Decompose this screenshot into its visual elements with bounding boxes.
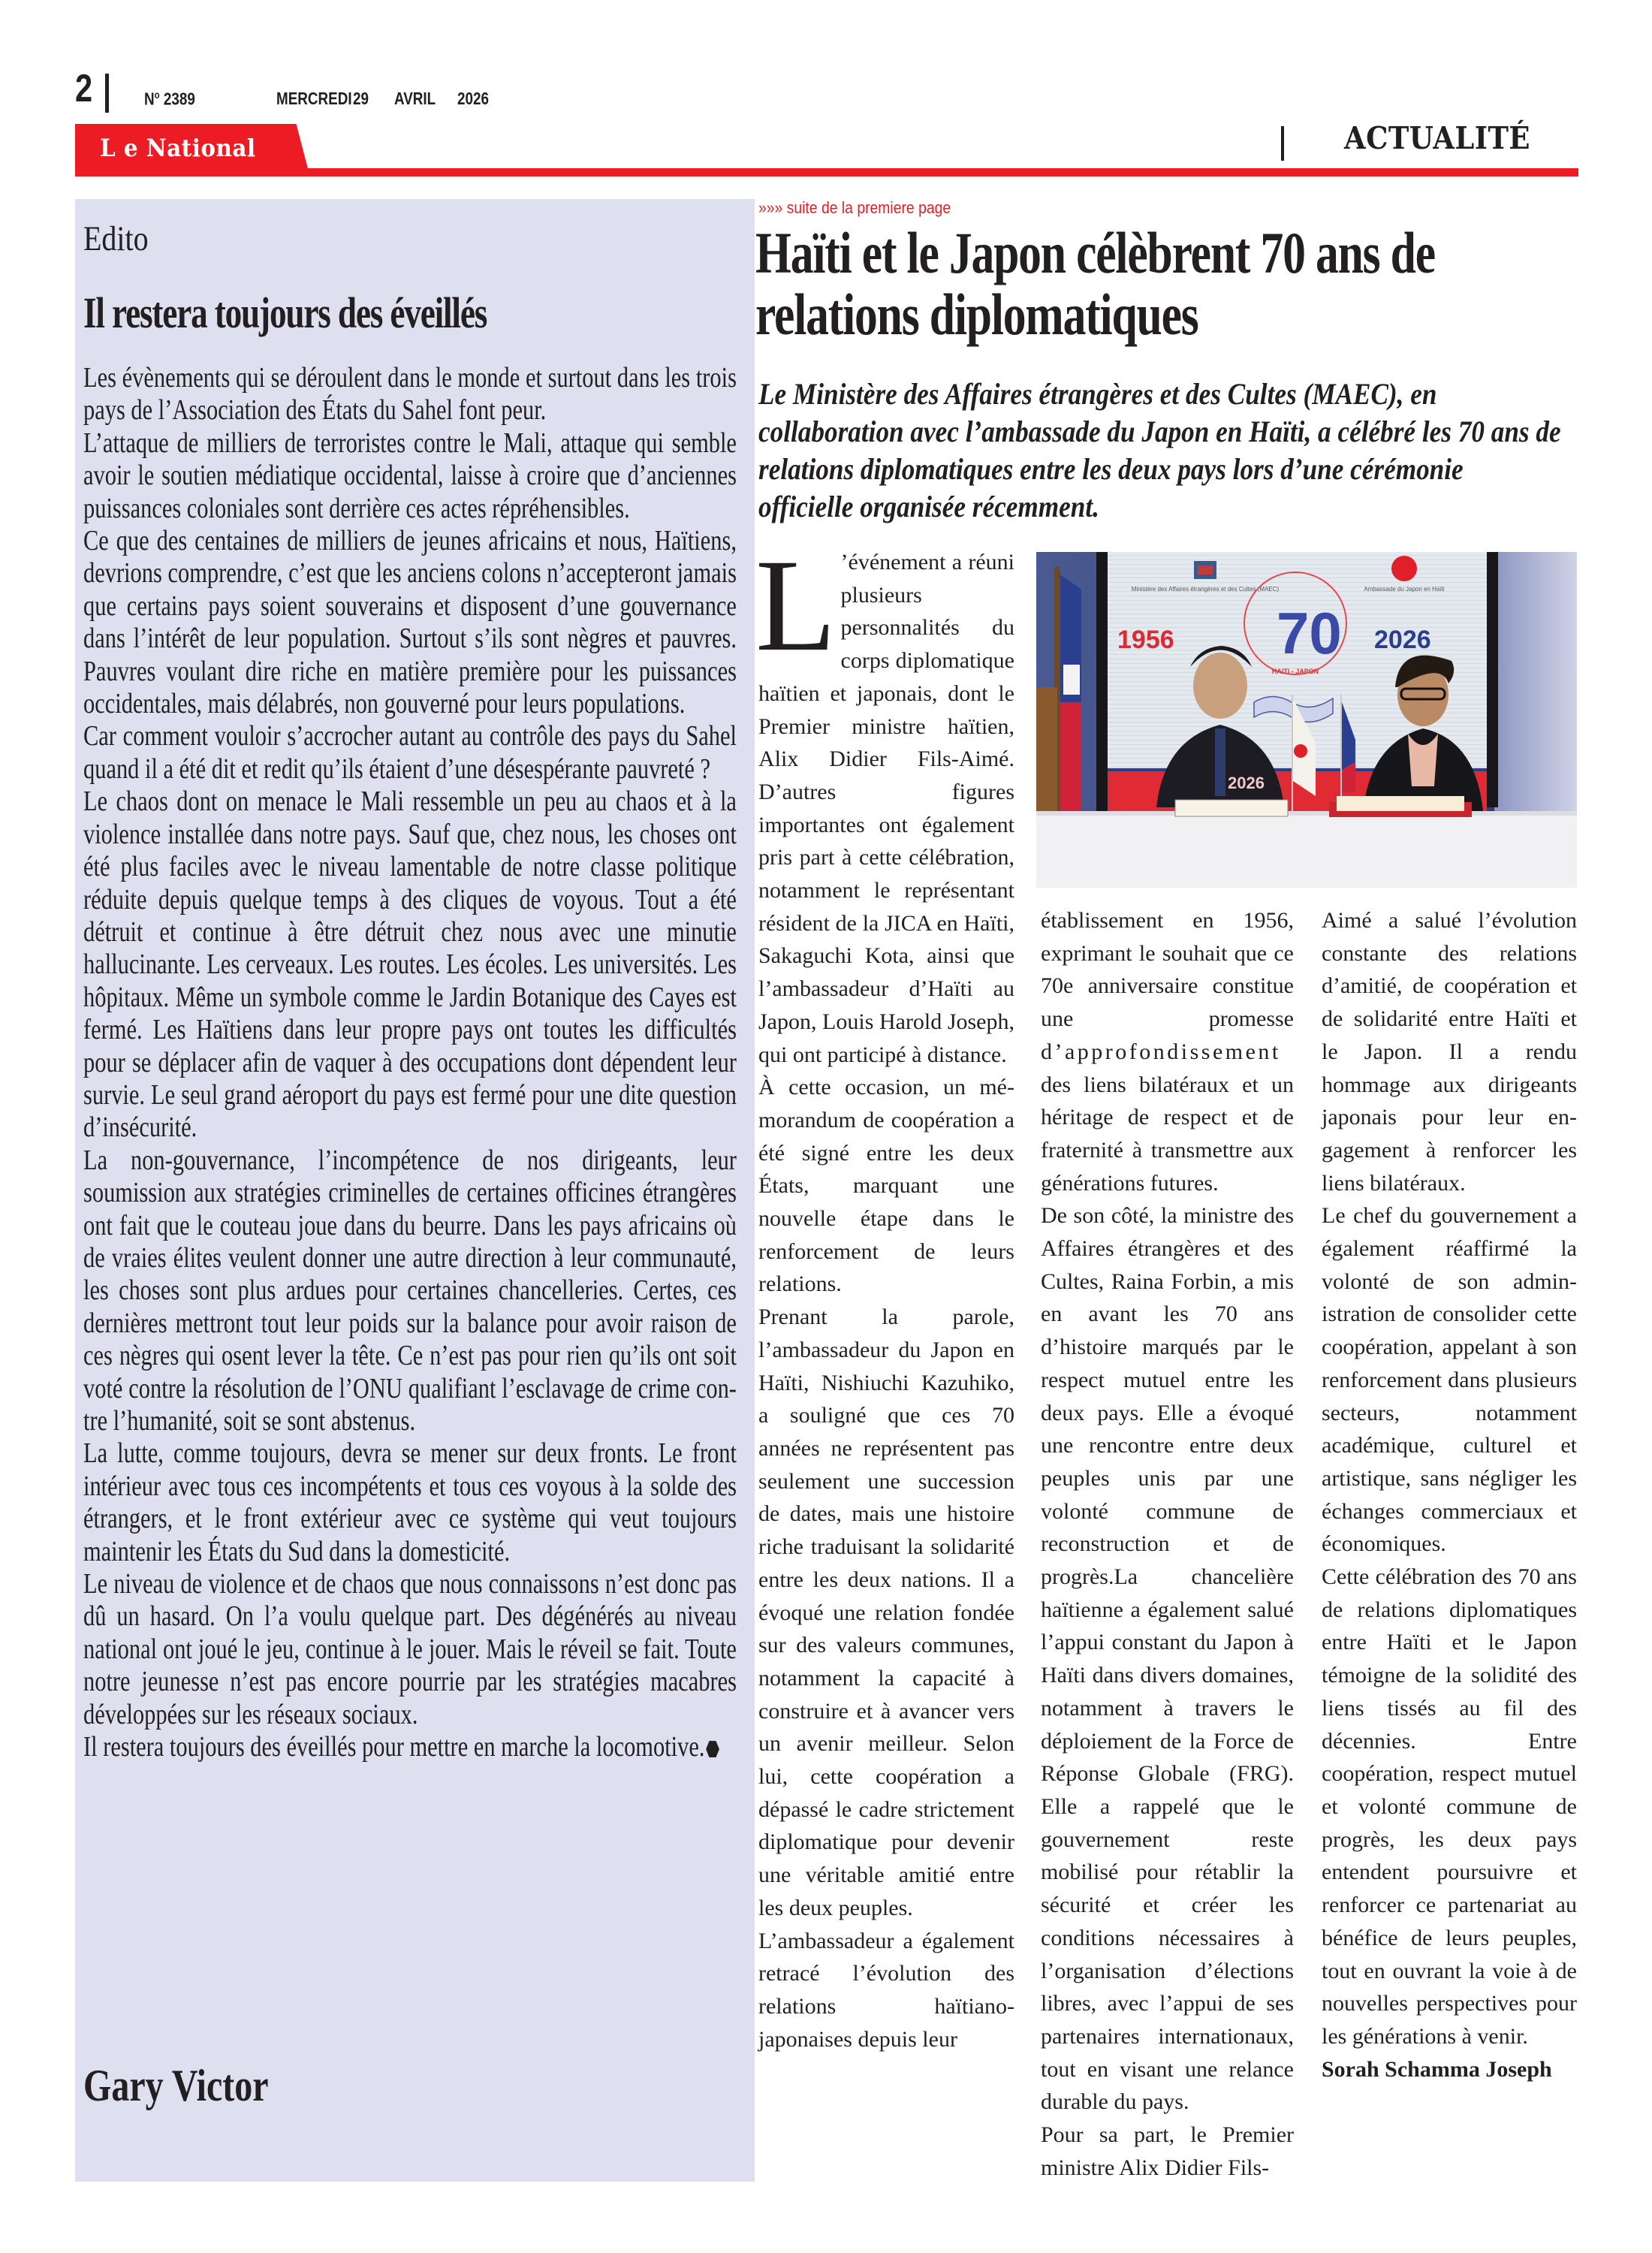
header-rule: [75, 168, 1578, 176]
document-right: [1337, 796, 1464, 811]
ambassador-head: [1193, 653, 1247, 719]
coat-of-arms-detail: [1198, 566, 1213, 575]
issue-label: N: [144, 89, 155, 109]
article-paragraph: L’ambassadeur a également retracé l’évolution des relations haïtiano-japonaises depuis leur: [758, 1928, 1014, 2052]
document-left: [1175, 800, 1288, 816]
edito-author: Gary Victor: [83, 2061, 269, 2110]
article-paragraph: Pour sa part, le Premier ministre Alix Didier Fils-: [1041, 2122, 1294, 2180]
section-divider: [1281, 126, 1284, 161]
issue-sup: o: [154, 89, 160, 101]
photo-illustration: [1036, 552, 1577, 888]
end-mark-icon: [706, 1741, 719, 1757]
edito-kicker: Edito: [83, 219, 149, 258]
ambassador-tie: [1215, 728, 1225, 796]
edito-paragraph: L’attaque de milliers de terroristes contre le Mali, attaque qui semble avoir le soutien médiatique occidental, laisse à croire que d’anciennes puissances coloniales sont derrière ces actes répréhensibles.: [83, 427, 737, 524]
article-text: établissement en 1956, exprimant le souhait que ce 70e anniversaire constitue une promesse: [1041, 908, 1294, 1032]
edito-body: [83, 362, 737, 1763]
article-byline: Sorah Schamma Joseph: [1322, 2056, 1552, 2082]
japan-sun-icon: [1391, 556, 1417, 581]
haiti-flag-red: [1060, 702, 1081, 822]
edito-paragraph: Les évènements qui se déroulent dans le monde et surtout dans les trois pays de l’Association des États du Sahel font peur.: [83, 363, 737, 427]
article-text: des liens bilatéraux et un héritage de respect et de fraternité à transmettre aux générations futures.: [1041, 1072, 1294, 1196]
article-paragraph: [755, 532, 1014, 1071]
banner-bottom-year: 2026: [1228, 774, 1265, 792]
date-day: 29: [353, 89, 369, 108]
article-paragraph: Prenant la parole, l’ambassadeur du Japon en Haïti, Nishiuchi Kazuhiko, a souligné que ces 70 années ne représentent pas seulement une succession de dates, mais une histoire riche traduisant la solidarité entre les deux nations. Il a évoqué une relation fondée sur des valeurs communes, notamment la capacité à construire et à avancer vers un avenir meilleur. Selon lui, cette coopération a dépassé le cadre strictement diplomatique pour devenir une véritable amitié entre les deux peuples.: [758, 1304, 1014, 1920]
article-column-2: [1041, 904, 1294, 2184]
date-month: AVRIL: [394, 89, 436, 108]
article-headline: Haïti et le Japon célèbrent 70 ans de relations diplomatiques: [755, 220, 1435, 347]
edito-paragraph: Le chaos dont on menace le Mali ressemble un peu au chaos et à la violence installée dans notre pays. Sauf que, chez nous, les choses ont été plus faciles avec le niveau lamentable de notre classe politique réduite depuis quelque temps à des cliques de voyous. Tout a été détruit et continue à être détruit chez nous avec une minutie hallucinante. Les cerveaux. Les routes. Les écoles. Les universités. Les hôpitaux. Même un symbole comme le Jardin Botanique des Cayes est fermé. Les Haïtiens dans leur propre pays ont toutes les difficultés pour se déplacer afin de vaquer à des occupations dont dépendent leur survie. Le seul grand aéroport du pays est fermé pour une dite question d’insécurité.: [83, 786, 737, 1144]
date-year: 2026: [457, 89, 489, 108]
article-paragraph: Cette célébration des 70 ans de relations diplomatiques entre Haïti et le Japon témoigne de la solidité des liens tissés au fil des décennies. Entre coopération, respect mutuel et volonté commune de progrès, les deux pays entendent poursuivre et renforcer ce partenariat au bénéfice de leurs peuples, tout en ouvrant la voie à de nouvelles perspectives pour les générations à venir.: [1322, 1564, 1577, 2049]
edito-paragraph-last: [83, 1731, 737, 1763]
continued-from-link[interactable]: »»» suite de la premiere page: [758, 198, 951, 217]
article-paragraph: À cette occasion, un mémorandum de coopération a été signé entre les deux États, marquant une nouvelle étape dans le renforcement de leurs relations.: [758, 1075, 1014, 1297]
issue-value: 2389: [163, 89, 195, 109]
haiti-flag-panel: [1063, 665, 1080, 695]
japan-flag-dot: [1294, 744, 1307, 758]
page-number: 2: [75, 67, 93, 110]
article-text-spaced: d’approfondissement: [1041, 1039, 1281, 1064]
banner-year-end: 2026: [1374, 626, 1431, 654]
edito-paragraph: Ce que des centaines de milliers de jeunes africains et nous, Haïtiens, devrions comprendre, c’est que les anciens colons n’accepteront jamais que certains pays soient souverains et disposent d’une gouvernance dans l’intérêt de leur population. Surtout s’ils sont nègres et pauvres. Pauvres voulant dire riche en matière première pour les puissances occidentales, mais délabrés, non gouverné pour leurs populations.: [83, 526, 737, 720]
article-paragraph: [1041, 904, 1294, 1199]
anniversary-logo-caption: HAITI - JAPON: [1271, 668, 1319, 675]
article-lede: Le Ministère des Affaires étrangères et des Cultes (MAEC), en collaboration avec l’ambassade du Japon en Haïti, a célébré les 70 ans de relations diplomatiques entre les deux pays lors d’une cérémonie officielle organisée récemment.: [758, 377, 1561, 523]
issue-number: [144, 89, 195, 110]
drop-cap: L: [755, 532, 837, 679]
article-paragraph: Aimé a salué l’évolution constante des relations d’amitié, de coopération et de solidarité entre Haïti et le Japon. Il a rendu hommage aux dirigeants japonais pour leur engagement à renforcer les liens bilatéraux.: [1322, 908, 1577, 1196]
article-paragraph: Le chef du gouvernement a également réaffirmé la volonté de son administration de consolider cette coopération, appelant à son renforcement dans plusieurs secteurs, notamment académique, culturel et artistique, sans négliger les échanges commerciaux et économiques.: [1322, 1203, 1577, 1557]
edito-box: [75, 199, 755, 2182]
article-paragraph-text: ’événement a réuni plusieurs personnalités du corps diplomatique haïtien et japonais, dont le Premier ministre haïtien, Alix Didier Fils-Aimé. D’autres figures importantes ont également pris part à cette célébration, notamment le représentant résident de la JICA en Haïti, Sakaguchi Kota, ainsi que l’ambassadeur d’Haïti au Japon, Louis Harold Joseph, qui ont participé à distance.: [758, 550, 1014, 1067]
date-weekday: MERCREDI: [276, 89, 352, 108]
banner-left-text: Ministère des Affaires étrangères et des Cultes (MAEC): [1131, 586, 1280, 593]
signing-table: [1036, 811, 1577, 888]
edito-paragraph: Le niveau de violence et de chaos que nous connaissons n’est donc pas dû un hasard. On l’a voulu quelque part. Des dégénérés au niveau national ont joué le jeu, continue à le jouer. Mais le réveil se fait. Toute notre jeunesse n’est pas encore pourrie par les stratégies macabres développées sur les réseaux sociaux.: [83, 1569, 737, 1730]
article-column-3: [1322, 904, 1577, 2086]
article-column-1: [755, 532, 1014, 2055]
edito-paragraph: La non-gouvernance, l’incompétence de nos dirigeants, leur soumission aux stratégies criminelles de certaines officines étrangères ont fait que le couteau joue dans du beurre. Dans les pays africains où de vraies élites veulent donner une autre direction à leur communauté, les choses sont plus ardues pour certaines chancelleries. Certes, ces dernières mettront tout leur poids sur la balance pour avoir raison de ces nègres qui osent lever la tête. Ce n’est pas pour rien qu’ils ont soit voté contre la résolution de l’ONU qualifiant l’esclavage de crime contre l’humanité, soit se sont abstenus.: [83, 1145, 737, 1437]
newspaper-logo: L e National: [100, 134, 256, 162]
table-edge: [1036, 811, 1577, 816]
signing-ceremony-photo: [1036, 552, 1577, 888]
edito-title: Il restera toujours des éveillés: [83, 288, 487, 337]
edito-paragraph: La lutte, comme toujours, devra se mener sur deux fronts. Le front intérieur avec tous ces incompétents et tous ces voyous à la solde des étrangers, et le front extérieur avec ce système qui veut toujours maintenir les États du Sud dans la domesticité.: [83, 1438, 737, 1567]
section-name: ACTUALITÉ: [1344, 120, 1530, 156]
banner-year-start: 1956: [1117, 626, 1174, 654]
article-paragraph: De son côté, la ministre des Affaires étrangères et des Cultes, Raina Forbin, a mis en avant les 70 ans d’histoire marqués par le respect mutuel entre les deux pays. Elle a évoqué une rencontre entre deux peuples unis par une volonté commune de reconstruction et de progrès.La chancelière haïtienne a également salué l’appui constant du Japon à Haïti dans divers domaines, notamment à travers le déploiement de la Force de Réponse Globale (FRG). Elle a rappelé que le gouvernement reste mobilisé pour rétablir la sécurité et créer les conditions nécessaires à l’organisation d’élections libres, avec l’appui de ses partenaires internationaux, tout en visant une relance durable du pays.: [1041, 1203, 1294, 2115]
page-number-divider: [105, 74, 109, 113]
flagpole-japan: [1292, 695, 1293, 815]
edito-paragraph-text: Il restera toujours des éveillés pour mettre en marche la locomotive.: [83, 1732, 705, 1763]
edito-paragraph: Car comment vouloir s’accrocher autant au contrôle des pays du Sahel quand il a été dit et redit qu’ils étaient d’une désespérante pauvreté ?: [83, 721, 737, 785]
banner-right-text: Ambassade du Japon en Haïti: [1364, 586, 1445, 593]
anniversary-logo-number: 70: [1277, 600, 1342, 666]
